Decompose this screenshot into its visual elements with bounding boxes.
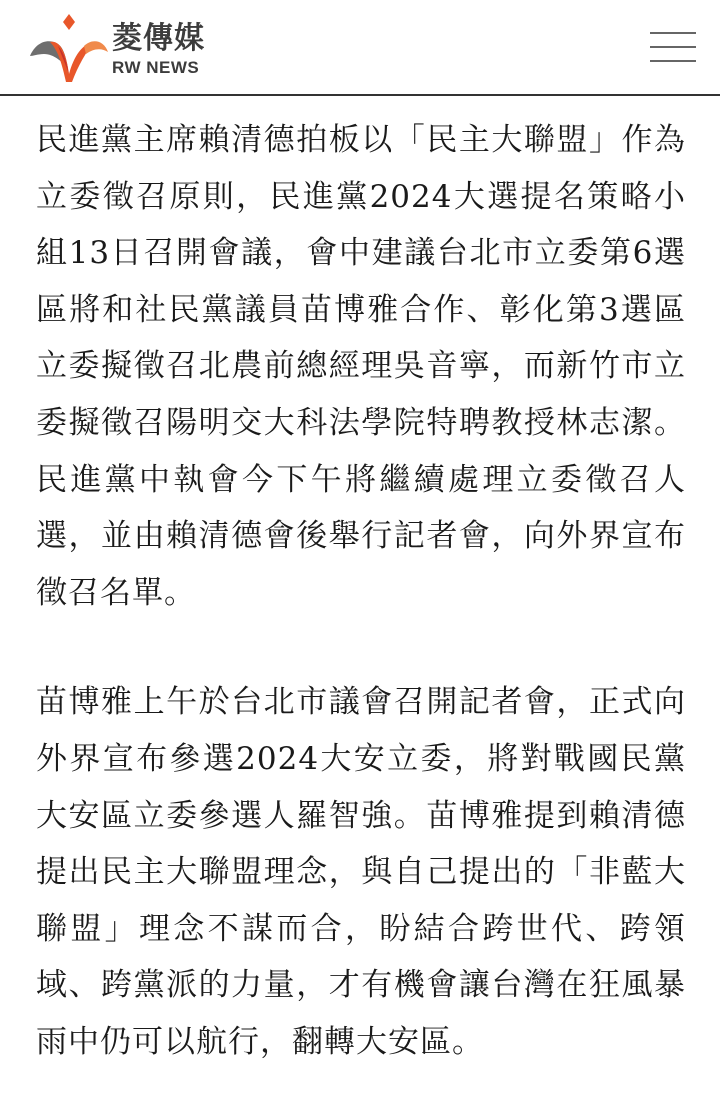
article-paragraph: 民進黨主席賴清德拍板以「民主大聯盟」作為立委徵召原則，民進黨2024大選提名策略小組13日召開會議，會中建議台北市立委第6選區將和社民黨議員苗博雅合作、彰化第3選區立委擬徵召北農前總經理吳音寧，而新竹市立委擬徵召陽明交大科法學院特聘教授林志潔。民進黨中執會今下午將繼續處理立委徵召人選，並由賴清德會後舉行記者會，向外界宣布徵召名單。 (36, 122, 686, 611)
rw-logo-icon (28, 12, 110, 84)
hamburger-menu-icon[interactable] (650, 30, 696, 64)
menu-line (650, 32, 696, 34)
logo-name-en: RW NEWS (112, 58, 200, 77)
site-logo[interactable] (28, 12, 218, 84)
article-body (36, 112, 686, 1071)
article-paragraph: 苗博雅上午於台北市議會召開記者會，正式向外界宣布參選2024大安立委，將對戰國民黨大安區立委參選人羅智強。苗博雅提到賴清德提出民主大聯盟理念，與自己提出的「非藍大聯盟」理念不謀而合，盼結合跨世代、跨領域、跨黨派的力量，才有機會讓台灣在狂風暴雨中仍可以航行，翻轉大安區。 (36, 684, 686, 1060)
menu-line (650, 60, 696, 62)
site-header (0, 0, 720, 96)
logo-name-cn: 菱傳媒 (112, 21, 205, 56)
menu-line (650, 46, 696, 48)
